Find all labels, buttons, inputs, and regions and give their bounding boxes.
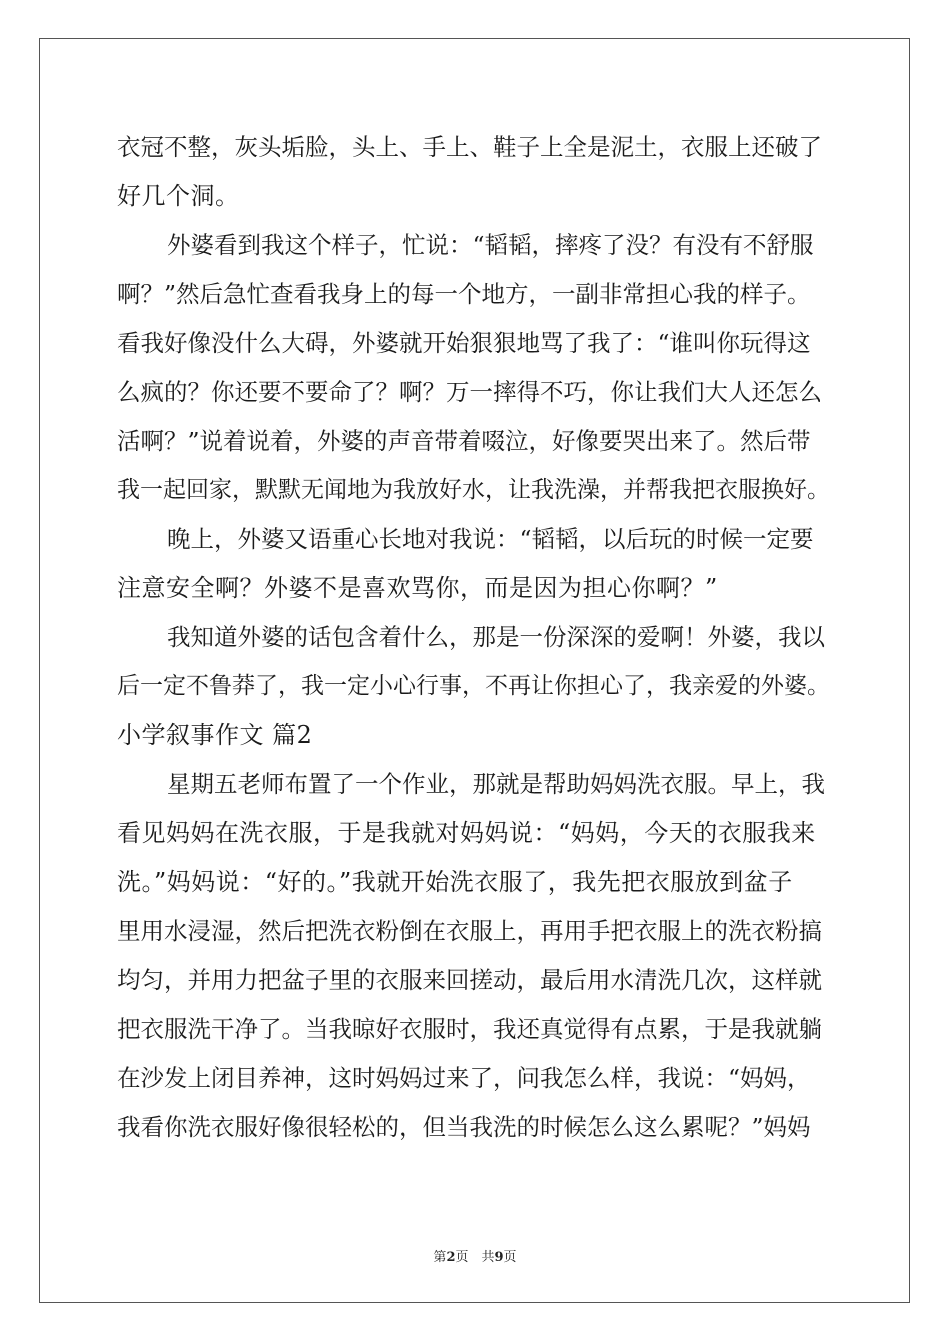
current-page-number: 2 — [446, 1250, 456, 1265]
total-page-number: 9 — [494, 1250, 504, 1265]
text-line: 在沙发上闭目养神，这时妈妈过来了，问我怎么样，我说：“妈妈， — [117, 1064, 811, 1092]
text-line: 星期五老师布置了一个作业，那就是帮助妈妈洗衣服。早上，我 — [167, 770, 825, 798]
text-line: 里用水浸湿，然后把洗衣粉倒在衣服上，再用手把衣服上的洗衣粉搞 — [117, 917, 822, 945]
text-line: 么疯的？你还要不要命了？啊？万一摔得不巧，你让我们大人还怎么 — [117, 378, 822, 406]
text-line: 注意安全啊？外婆不是喜欢骂你，而是因为担心你啊？” — [117, 574, 718, 602]
text-line: 看见妈妈在洗衣服，于是我就对妈妈说：“妈妈，今天的衣服我来 — [117, 819, 816, 847]
text-line: 衣冠不整，灰头垢脸，头上、手上、鞋子上全是泥土，衣服上还破了 — [117, 133, 822, 161]
text-line: 后一定不鲁莽了，我一定小心行事，不再让你担心了，我亲爱的外婆。 — [117, 673, 830, 699]
text-line: 晚上，外婆又语重心长地对我说：“韬韬，以后玩的时候一定要 — [167, 525, 814, 553]
text-line: 我一起回家，默默无闻地为我放好水，让我洗澡，并帮我把衣服换好。 — [117, 477, 830, 503]
text-line: 啊？”然后急忙查看我身上的每一个地方，一副非常担心我的样子。 — [117, 280, 811, 308]
text-line: 我知道外婆的话包含着什么，那是一份深深的爱啊！外婆，我以 — [167, 623, 825, 651]
page-footer — [0, 1246, 950, 1265]
text-line: 好几个洞。 — [117, 182, 240, 210]
page-suffix: 页 — [503, 1250, 517, 1265]
text-line: 外婆看到我这个样子，忙说：“韬韬，摔疼了没？有没有不舒服 — [167, 231, 814, 259]
text-line: 均匀，并用力把盆子里的衣服来回搓动，最后用水清洗几次，这样就 — [117, 966, 822, 994]
text-line: 我看你洗衣服好像很轻松的，但当我洗的时候怎么这么累呢？”妈妈 — [117, 1113, 811, 1141]
page-mid-text: 页 共 — [455, 1250, 495, 1265]
text-line: 看我好像没什么大碍，外婆就开始狠狠地骂了我了：“谁叫你玩得这 — [117, 329, 811, 357]
text-line: 洗。”妈妈说：“好的。”我就开始洗衣服了，我先把衣服放到盆子 — [117, 868, 793, 896]
text-line: 把衣服洗干净了。当我晾好衣服时，我还真觉得有点累，于是我就躺 — [117, 1015, 822, 1043]
page-prefix: 第 — [433, 1250, 447, 1265]
text-line: 活啊？”说着说着，外婆的声音带着啜泣，好像要哭出来了。然后带 — [117, 427, 811, 455]
text-line: 小学叙事作文 篇2 — [117, 721, 313, 749]
document-body — [117, 123, 837, 1152]
